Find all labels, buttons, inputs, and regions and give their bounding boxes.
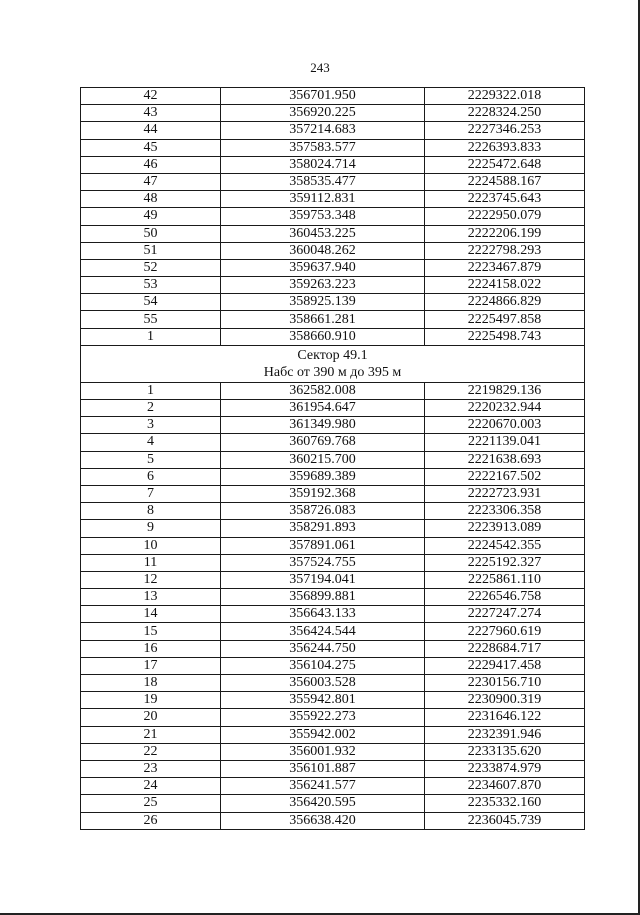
point-number-cell: 14 [81, 606, 221, 623]
y-coordinate-cell: 2222950.079 [425, 208, 585, 225]
point-number-cell: 54 [81, 294, 221, 311]
point-number-cell: 47 [81, 173, 221, 190]
table-row [81, 537, 585, 554]
x-coordinate-cell: 359112.831 [221, 191, 425, 208]
x-coordinate-cell: 361349.980 [221, 417, 425, 434]
section-header-cell [81, 345, 585, 382]
point-number-cell: 19 [81, 692, 221, 709]
table-row [81, 726, 585, 743]
y-coordinate-cell: 2233874.979 [425, 760, 585, 777]
table-row [81, 503, 585, 520]
table-row [81, 675, 585, 692]
y-coordinate-cell: 2230900.319 [425, 692, 585, 709]
point-number-cell: 23 [81, 760, 221, 777]
table-row [81, 122, 585, 139]
y-coordinate-cell: 2223913.089 [425, 520, 585, 537]
point-number-cell: 49 [81, 208, 221, 225]
x-coordinate-cell: 355922.273 [221, 709, 425, 726]
point-number-cell: 1 [81, 382, 221, 399]
table-row [81, 173, 585, 190]
x-coordinate-cell: 357583.577 [221, 139, 425, 156]
x-coordinate-cell: 357524.755 [221, 554, 425, 571]
table-row [81, 571, 585, 588]
table-row [81, 88, 585, 105]
coordinates-table [80, 87, 585, 830]
point-number-cell: 10 [81, 537, 221, 554]
y-coordinate-cell: 2228684.717 [425, 640, 585, 657]
x-coordinate-cell: 358726.083 [221, 503, 425, 520]
y-coordinate-cell: 2224542.355 [425, 537, 585, 554]
x-coordinate-cell: 357214.683 [221, 122, 425, 139]
table-row [81, 277, 585, 294]
point-number-cell: 1 [81, 328, 221, 345]
coordinates-group-b [81, 382, 585, 829]
point-number-cell: 25 [81, 795, 221, 812]
point-number-cell: 52 [81, 259, 221, 276]
y-coordinate-cell: 2227346.253 [425, 122, 585, 139]
point-number-cell: 43 [81, 105, 221, 122]
table-row [81, 451, 585, 468]
y-coordinate-cell: 2221638.693 [425, 451, 585, 468]
table-row [81, 795, 585, 812]
y-coordinate-cell: 2226393.833 [425, 139, 585, 156]
x-coordinate-cell: 357891.061 [221, 537, 425, 554]
y-coordinate-cell: 2231646.122 [425, 709, 585, 726]
point-number-cell: 44 [81, 122, 221, 139]
y-coordinate-cell: 2227960.619 [425, 623, 585, 640]
y-coordinate-cell: 2227247.274 [425, 606, 585, 623]
x-coordinate-cell: 358291.893 [221, 520, 425, 537]
y-coordinate-cell: 2235332.160 [425, 795, 585, 812]
y-coordinate-cell: 2222206.199 [425, 225, 585, 242]
y-coordinate-cell: 2221139.041 [425, 434, 585, 451]
x-coordinate-cell: 355942.801 [221, 692, 425, 709]
table-row [81, 657, 585, 674]
point-number-cell: 18 [81, 675, 221, 692]
y-coordinate-cell: 2220232.944 [425, 400, 585, 417]
y-coordinate-cell: 2222167.502 [425, 468, 585, 485]
table-row [81, 208, 585, 225]
point-number-cell: 13 [81, 589, 221, 606]
y-coordinate-cell: 2225192.327 [425, 554, 585, 571]
table-row [81, 485, 585, 502]
x-coordinate-cell: 360769.768 [221, 434, 425, 451]
point-number-cell: 15 [81, 623, 221, 640]
y-coordinate-cell: 2225498.743 [425, 328, 585, 345]
table-row [81, 105, 585, 122]
coordinates-group-a [81, 88, 585, 346]
x-coordinate-cell: 356701.950 [221, 88, 425, 105]
x-coordinate-cell: 356104.275 [221, 657, 425, 674]
point-number-cell: 3 [81, 417, 221, 434]
table-row [81, 589, 585, 606]
x-coordinate-cell: 358024.714 [221, 156, 425, 173]
table-row [81, 606, 585, 623]
point-number-cell: 2 [81, 400, 221, 417]
point-number-cell: 11 [81, 554, 221, 571]
y-coordinate-cell: 2220670.003 [425, 417, 585, 434]
section-header-row [81, 345, 585, 382]
table-row [81, 812, 585, 829]
table-row [81, 417, 585, 434]
y-coordinate-cell: 2222798.293 [425, 242, 585, 259]
table-row [81, 294, 585, 311]
point-number-cell: 53 [81, 277, 221, 294]
y-coordinate-cell: 2225472.648 [425, 156, 585, 173]
y-coordinate-cell: 2230156.710 [425, 675, 585, 692]
x-coordinate-cell: 358660.910 [221, 328, 425, 345]
x-coordinate-cell: 360215.700 [221, 451, 425, 468]
point-number-cell: 16 [81, 640, 221, 657]
table-row [81, 328, 585, 345]
x-coordinate-cell: 359192.368 [221, 485, 425, 502]
x-coordinate-cell: 359263.223 [221, 277, 425, 294]
y-coordinate-cell: 2228324.250 [425, 105, 585, 122]
x-coordinate-cell: 356244.750 [221, 640, 425, 657]
y-coordinate-cell: 2229417.458 [425, 657, 585, 674]
point-number-cell: 26 [81, 812, 221, 829]
y-coordinate-cell: 2233135.620 [425, 743, 585, 760]
table-row [81, 225, 585, 242]
y-coordinate-cell: 2236045.739 [425, 812, 585, 829]
table-row [81, 468, 585, 485]
x-coordinate-cell: 360453.225 [221, 225, 425, 242]
x-coordinate-cell: 358535.477 [221, 173, 425, 190]
x-coordinate-cell: 358925.139 [221, 294, 425, 311]
table-row [81, 434, 585, 451]
x-coordinate-cell: 356101.887 [221, 760, 425, 777]
page-number: 243 [310, 60, 330, 75]
x-coordinate-cell: 356001.932 [221, 743, 425, 760]
point-number-cell: 45 [81, 139, 221, 156]
point-number-cell: 46 [81, 156, 221, 173]
x-coordinate-cell: 360048.262 [221, 242, 425, 259]
table-row [81, 242, 585, 259]
x-coordinate-cell: 356920.225 [221, 105, 425, 122]
table-row [81, 520, 585, 537]
y-coordinate-cell: 2225497.858 [425, 311, 585, 328]
y-coordinate-cell: 2232391.946 [425, 726, 585, 743]
x-coordinate-cell: 356241.577 [221, 778, 425, 795]
table-row [81, 156, 585, 173]
point-number-cell: 51 [81, 242, 221, 259]
x-coordinate-cell: 355942.002 [221, 726, 425, 743]
table-row [81, 259, 585, 276]
y-coordinate-cell: 2219829.136 [425, 382, 585, 399]
y-coordinate-cell: 2226546.758 [425, 589, 585, 606]
point-number-cell: 9 [81, 520, 221, 537]
section-title: Сектор 49.1 [297, 347, 368, 363]
table-row [81, 623, 585, 640]
table-row [81, 640, 585, 657]
point-number-cell: 12 [81, 571, 221, 588]
table-row [81, 191, 585, 208]
table-row [81, 382, 585, 399]
y-coordinate-cell: 2229322.018 [425, 88, 585, 105]
point-number-cell: 20 [81, 709, 221, 726]
y-coordinate-cell: 2224158.022 [425, 277, 585, 294]
x-coordinate-cell: 362582.008 [221, 382, 425, 399]
point-number-cell: 24 [81, 778, 221, 795]
point-number-cell: 21 [81, 726, 221, 743]
x-coordinate-cell: 359637.940 [221, 259, 425, 276]
point-number-cell: 22 [81, 743, 221, 760]
table-row [81, 554, 585, 571]
x-coordinate-cell: 359689.389 [221, 468, 425, 485]
point-number-cell: 8 [81, 503, 221, 520]
y-coordinate-cell: 2223467.879 [425, 259, 585, 276]
table-row [81, 760, 585, 777]
x-coordinate-cell: 356638.420 [221, 812, 425, 829]
point-number-cell: 42 [81, 88, 221, 105]
x-coordinate-cell: 356003.528 [221, 675, 425, 692]
x-coordinate-cell: 356420.595 [221, 795, 425, 812]
y-coordinate-cell: 2222723.931 [425, 485, 585, 502]
table-row [81, 743, 585, 760]
table-row [81, 709, 585, 726]
x-coordinate-cell: 356424.544 [221, 623, 425, 640]
x-coordinate-cell: 357194.041 [221, 571, 425, 588]
table-row [81, 139, 585, 156]
y-coordinate-cell: 2223306.358 [425, 503, 585, 520]
table-row [81, 400, 585, 417]
x-coordinate-cell: 359753.348 [221, 208, 425, 225]
x-coordinate-cell: 358661.281 [221, 311, 425, 328]
x-coordinate-cell: 361954.647 [221, 400, 425, 417]
y-coordinate-cell: 2234607.870 [425, 778, 585, 795]
section-subtitle: Набс от 390 м до 395 м [263, 364, 402, 380]
point-number-cell: 4 [81, 434, 221, 451]
point-number-cell: 6 [81, 468, 221, 485]
y-coordinate-cell: 2224866.829 [425, 294, 585, 311]
table-row [81, 778, 585, 795]
y-coordinate-cell: 2223745.643 [425, 191, 585, 208]
point-number-cell: 48 [81, 191, 221, 208]
x-coordinate-cell: 356643.133 [221, 606, 425, 623]
point-number-cell: 5 [81, 451, 221, 468]
x-coordinate-cell: 356899.881 [221, 589, 425, 606]
section-header-group [81, 345, 585, 382]
y-coordinate-cell: 2225861.110 [425, 571, 585, 588]
point-number-cell: 17 [81, 657, 221, 674]
point-number-cell: 50 [81, 225, 221, 242]
table-row [81, 311, 585, 328]
y-coordinate-cell: 2224588.167 [425, 173, 585, 190]
point-number-cell: 7 [81, 485, 221, 502]
table-row [81, 692, 585, 709]
point-number-cell: 55 [81, 311, 221, 328]
